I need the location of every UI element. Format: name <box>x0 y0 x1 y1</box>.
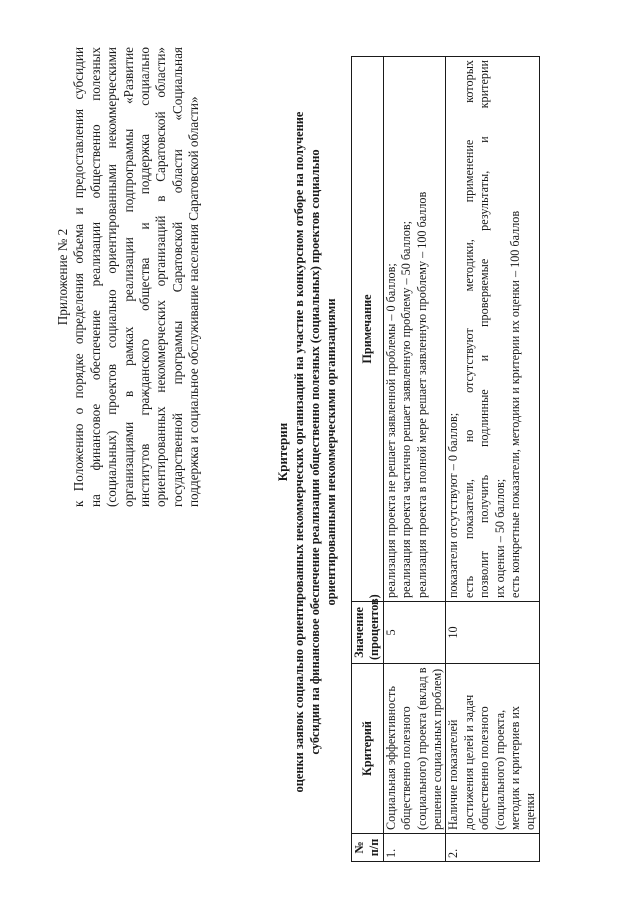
row-value: 5 <box>383 602 446 664</box>
appendix-line: организациями в рамках реализации подпрограммы «Развитие <box>120 47 136 507</box>
row-num: 1. <box>383 834 446 862</box>
note-line: реализация проекта не решает заявленной проблемы – 0 баллов; <box>383 263 398 598</box>
note-line: позволит получить подлинные и проверяемые результаты, и критерии <box>477 60 492 598</box>
appendix-line: поддержка и социальное обслуживание населения Саратовской области» <box>186 96 202 507</box>
appendix-body <box>71 47 202 507</box>
appendix-line: на финансовое обеспечение реализации общественно полезных <box>87 47 103 507</box>
criteria-heading <box>275 42 339 862</box>
row-criterion: Социальная эффективность общественно полезного (социального) проекта (вклад в решение социальных проблем) <box>383 664 446 834</box>
header-criterion: Критерий <box>352 664 384 834</box>
criteria-subtitle-line: субсидии на финансовое обеспечение реализации общественно полезных (социальных) проектов социально <box>308 149 322 755</box>
appendix-line: к Положению о порядке определения объема и предоставления субсидии <box>71 47 87 507</box>
row-note <box>446 57 539 602</box>
appendix-line: институтов гражданского общества и поддержка социально <box>137 47 153 507</box>
header-note: Примечание <box>352 57 384 602</box>
table-row <box>446 57 539 862</box>
note-line: есть показатели, но отсутствуют методики, применение которых <box>461 60 476 598</box>
document-page <box>55 42 575 862</box>
note-line: показатели отсутствуют – 0 баллов; <box>446 412 461 598</box>
note-line: есть конкретные показатели, методики и критерии их оценки – 100 баллов <box>508 210 523 598</box>
table-row <box>383 57 446 862</box>
header-num: № п/п <box>352 834 384 862</box>
appendix-line: ориентированных некоммерческих организаций в Саратовской области» <box>153 47 169 507</box>
note-line: реализация проекта частично решает заявленную проблему – 50 баллов; <box>399 221 414 598</box>
row-criterion: Наличие показателей достижения целей и задач общественно полезного (социального) проекта, методик и критериев их оценки <box>446 664 539 834</box>
appendix-line: (социальных) проектов социально ориентированными некоммерческими <box>104 47 120 507</box>
note-line: реализация проекта в полной мере решает заявленную проблему – 100 баллов <box>414 191 429 598</box>
note-line: их оценки – 50 баллов; <box>492 478 507 598</box>
row-value: 10 <box>446 602 539 664</box>
criteria-title: Критерии <box>275 422 290 482</box>
criteria-subtitle-line: оценки заявок социально ориентированных некоммерческих организаций на участие в конкурсном отборе на получение <box>292 111 306 793</box>
appendix-title: Приложение № 2 <box>55 228 70 326</box>
criteria-table <box>351 56 540 862</box>
header-value: Значение (процентов) <box>352 602 384 664</box>
appendix-block <box>55 47 203 507</box>
appendix-line: государственной программы Саратовской области «Социальная <box>169 47 185 507</box>
row-num: 2. <box>446 834 539 862</box>
row-note <box>383 57 446 602</box>
criteria-subtitle-line: ориентированными некоммерческими организациями <box>324 298 338 606</box>
table-header-row <box>352 57 384 862</box>
